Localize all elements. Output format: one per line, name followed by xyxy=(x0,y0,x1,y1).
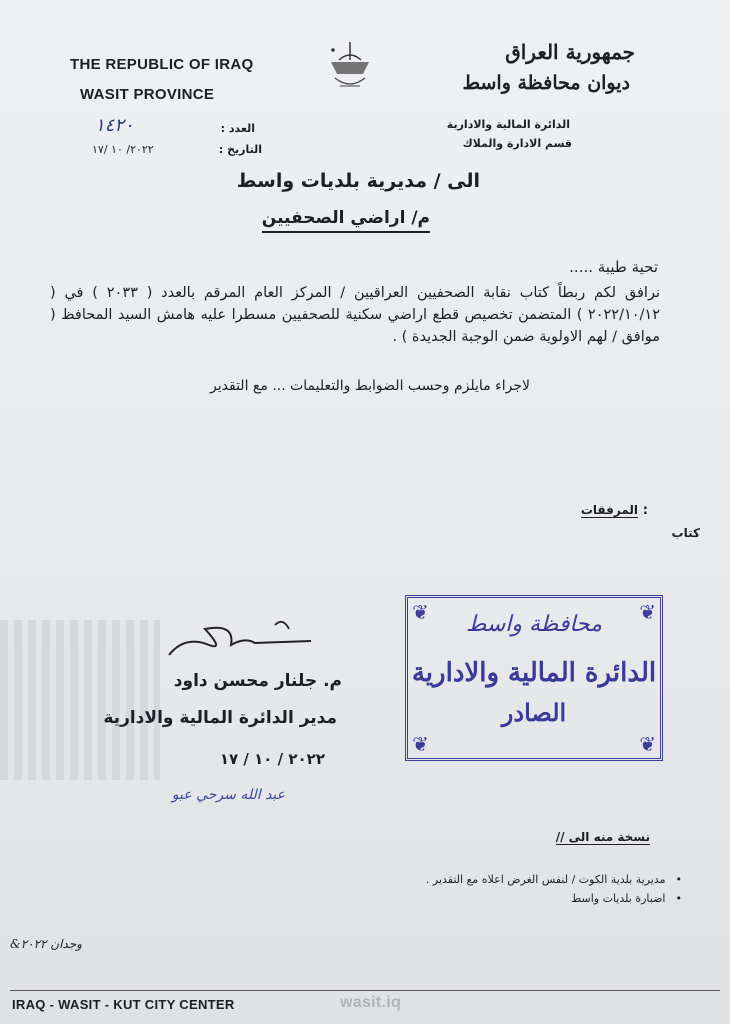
list-item: • مديرية بلدية الكوت / لنفس الغرض اعلاه مع التقدير . xyxy=(426,873,682,886)
date-label: التاريخ : xyxy=(218,143,262,156)
list-item: • اضبارة بلديات واسط xyxy=(426,892,682,905)
iraq-emblem-icon xyxy=(325,40,375,100)
greeting: تحية طيبة ..... xyxy=(569,258,658,276)
republic-arabic: جمهورية العراق xyxy=(505,40,635,64)
letter-body: نرافق لكم ربطاً كتاب نقابة الصحفيين العراقيين / المركز العام المرقم بالعدد ( ٢٠٣٣ ) في ( ٢٠٢٢/١٠/١٢ ) المتضمن تخصيص قطع اراضي سكنية للصحفيين مسطرا عليه هامش السيد المحافظ ( موافق / لهم الاولوية ضمن الوجبة الجديدة ) . xyxy=(50,285,660,345)
typist-initials: وجدان ٢٠٢٢& xyxy=(10,937,82,951)
republic-english: THE REPUBLIC OF IRAQ xyxy=(70,56,254,73)
attachment-item: كتاب xyxy=(671,526,700,540)
diwan-arabic: ديوان محافظة واسط xyxy=(462,72,630,94)
copy-to-list xyxy=(426,873,682,911)
attachments-colon: : xyxy=(642,503,648,518)
copy-to-label: نسخة منه الى // xyxy=(555,830,650,844)
footer-address: IRAQ - WASIT - KUT CITY CENTER xyxy=(12,997,235,1012)
official-stamp xyxy=(405,595,663,761)
footer-divider xyxy=(10,990,720,991)
date-value: ٢٠٢٢/ ١٠ /١٧ xyxy=(92,143,154,156)
province-english: WASIT PROVINCE xyxy=(80,86,215,103)
number-value: ١٤٢٠ xyxy=(95,115,134,136)
footer-website: wasit.iq xyxy=(340,994,402,1011)
stamp-line-outgoing: الصادر xyxy=(501,698,567,727)
addressee: الى / مديرية بلديات واسط xyxy=(236,170,480,192)
department-arabic: الدائرة المالية والادارية xyxy=(446,118,570,131)
stamp-line-province: محافظة واسط xyxy=(465,612,603,637)
background-photo-bleed xyxy=(0,620,160,780)
clerk-name: عبد الله سرحي عبو xyxy=(171,787,285,803)
stamp-ornament-icon: ❦ xyxy=(412,732,429,756)
signer-title: مدير الدائرة المالية والادارية xyxy=(103,708,337,728)
number-label: العدد : xyxy=(220,122,255,135)
stamp-ornament-icon: ❦ xyxy=(412,600,429,624)
handwritten-signature-icon xyxy=(165,615,315,665)
subject: م/ اراضي الصحفيين xyxy=(262,208,430,233)
stamp-line-department: الدائرة المالية والادارية xyxy=(411,658,657,688)
attachments-label: المرفقات xyxy=(580,503,638,517)
section-arabic: قسم الادارة والملاك xyxy=(462,137,572,150)
stamp-ornament-icon: ❦ xyxy=(639,600,656,624)
signer-name: م. جلنار محسن داود xyxy=(173,671,342,691)
signature-date: ٢٠٢٢ / ١٠ / ١٧ xyxy=(219,750,325,768)
closing-line: لاجراء مايلزم وحسب الضوابط والتعليمات ... مع التقدير xyxy=(210,378,530,394)
stamp-ornament-icon: ❦ xyxy=(639,732,656,756)
